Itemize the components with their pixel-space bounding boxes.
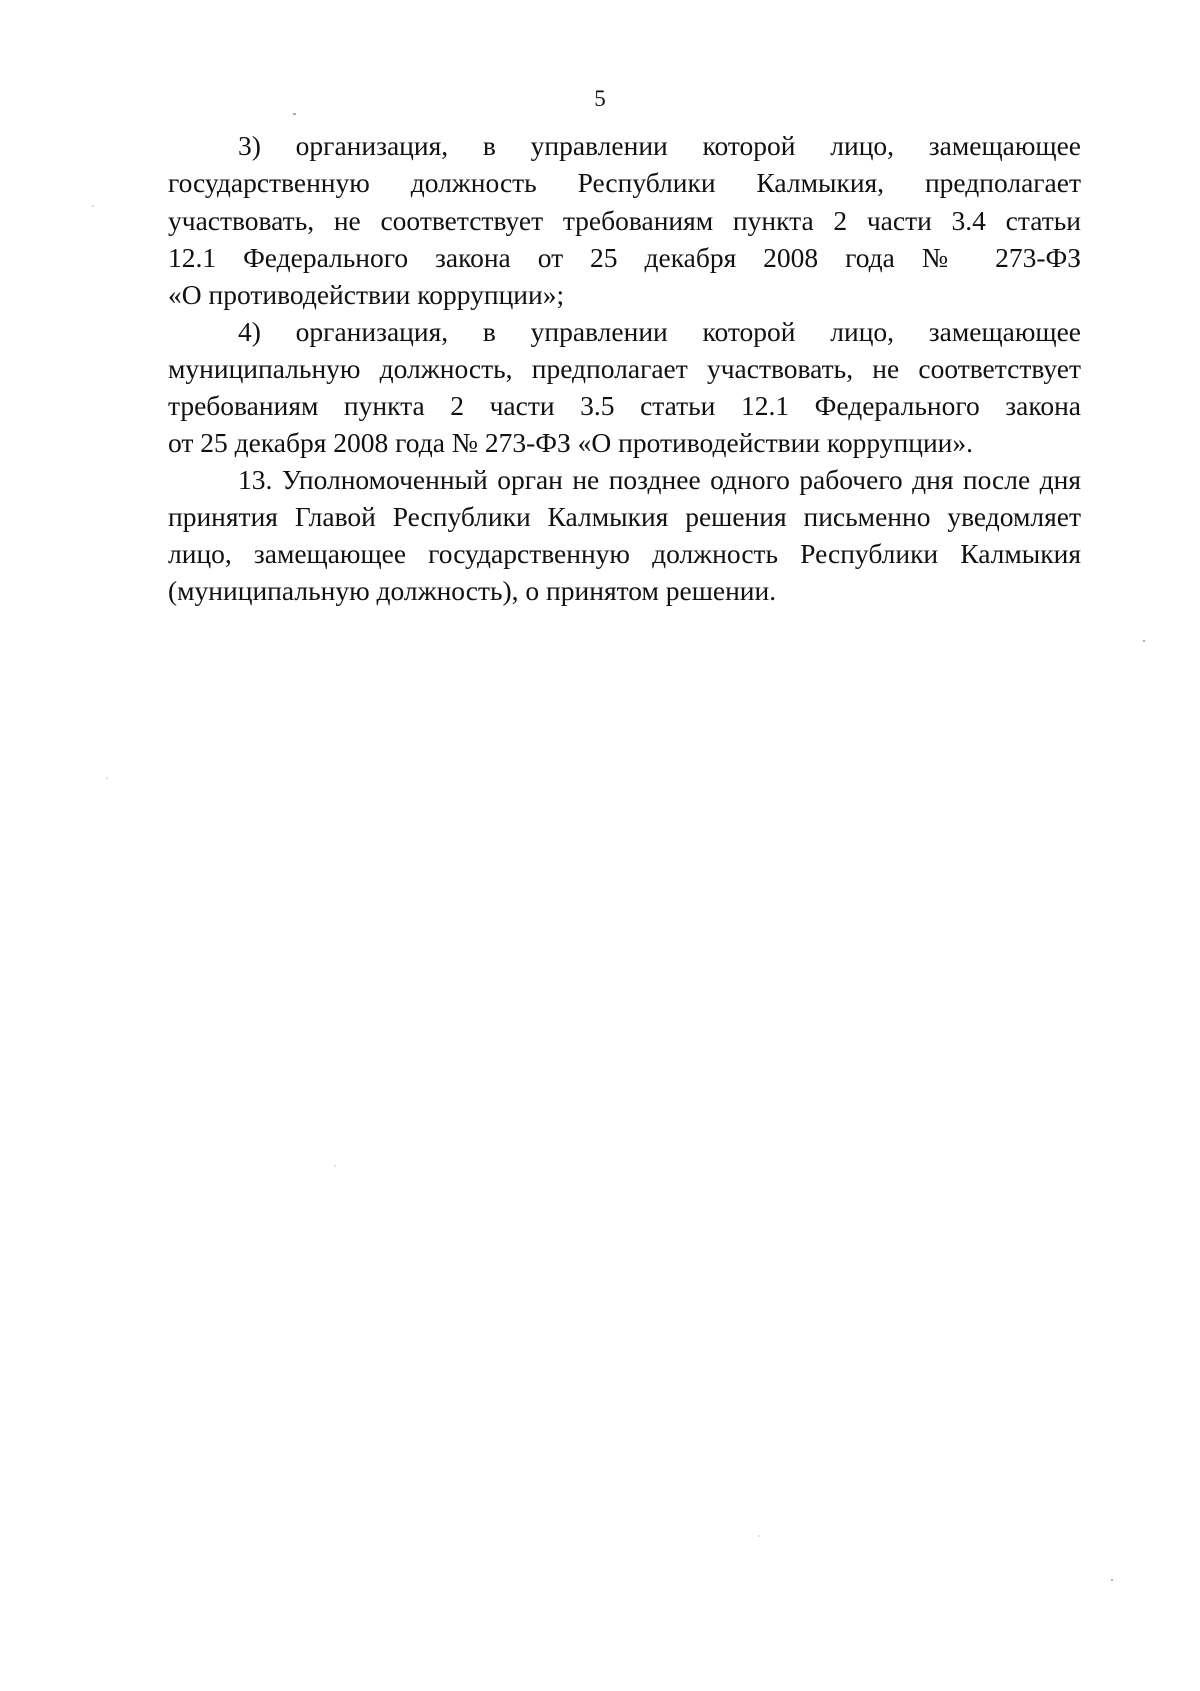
paragraph-item-3-line-3: участвовать, не соответствует требованиям пункта 2 части 3.4 статьи — [168, 205, 1081, 236]
paragraph-clause-13-line-2: принятия Главой Республики Калмыкия решения письменно уведомляет — [168, 501, 1081, 532]
paragraph-clause-13-line-4: (муниципальную должность), о принятом решении. — [168, 575, 777, 606]
scan-speck — [758, 1535, 760, 1537]
scan-speck — [293, 113, 296, 115]
scan-speck — [106, 777, 108, 779]
paragraph-item-4-line-2: муниципальную должность, предполагает участвовать, не соответствует — [168, 353, 1081, 384]
scan-speck — [1111, 1579, 1113, 1581]
scan-speck — [1143, 640, 1145, 642]
paragraph-clause-13-line-3: лицо, замещающее государственную должность Республики Калмыкия — [168, 538, 1081, 569]
scan-speck — [334, 1165, 336, 1167]
paragraph-item-3-line-5: «О противодействии коррупции»; — [168, 279, 565, 310]
paragraph-item-3-line-1: 3) организация, в управлении которой лицо, замещающее — [238, 130, 1081, 161]
paragraph-item-4-line-1: 4) организация, в управлении которой лицо, замещающее — [238, 316, 1081, 347]
paragraph-item-3-line-2: государственную должность Республики Калмыкия, предполагает — [168, 167, 1081, 198]
scan-speck — [92, 205, 94, 207]
page-number: 5 — [594, 86, 606, 111]
paragraph-clause-13-line-1: 13. Уполномоченный орган не позднее одного рабочего дня после дня — [238, 464, 1081, 495]
paragraph-item-4-line-4: от 25 декабря 2008 года № 273-ФЗ «О противодействии коррупции». — [168, 427, 974, 458]
paragraph-item-4-line-3: требованиям пункта 2 части 3.5 статьи 12.1 Федерального закона — [168, 390, 1081, 421]
paragraph-item-3-line-4: 12.1 Федерального закона от 25 декабря 2008 года № 273-ФЗ — [168, 242, 1081, 273]
